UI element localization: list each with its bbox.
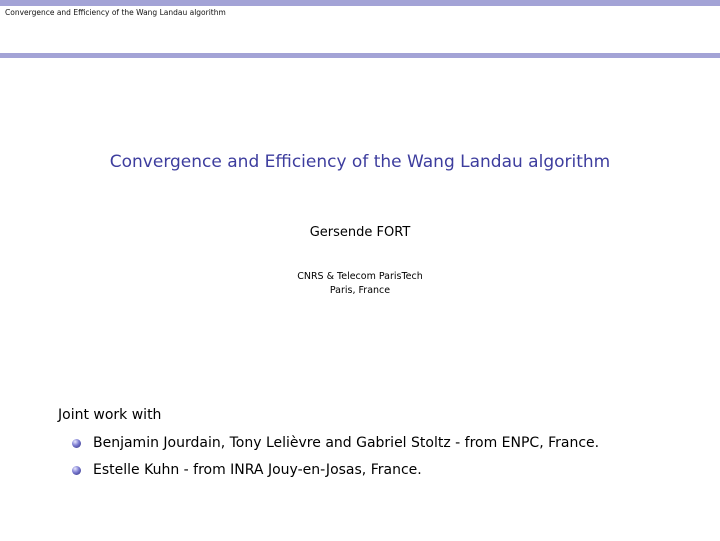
collaborator-list xyxy=(72,433,599,487)
list-item-text: Estelle Kuhn - from INRA Jouy-en-Josas, France. xyxy=(93,462,422,478)
author-name: Gersende FORT xyxy=(309,225,411,240)
joint-work-intro: Joint work with xyxy=(58,407,162,423)
header-divider xyxy=(0,53,720,58)
bullet-ball-icon xyxy=(72,466,81,475)
list-item xyxy=(72,433,599,460)
bullet-ball-icon xyxy=(72,439,81,448)
affiliation-line-2: Paris, France xyxy=(329,285,391,296)
header-title: Convergence and Efficiency of the Wang Landau algorithm xyxy=(5,8,226,17)
slide-title: Convergence and Efficiency of the Wang Landau algorithm xyxy=(109,152,611,172)
header-top-bar xyxy=(0,0,720,6)
list-item xyxy=(72,460,599,487)
affiliation-line-1: CNRS & Telecom ParisTech xyxy=(297,271,423,282)
list-item-text: Benjamin Jourdain, Tony Lelièvre and Gabriel Stoltz - from ENPC, France. xyxy=(93,435,600,451)
